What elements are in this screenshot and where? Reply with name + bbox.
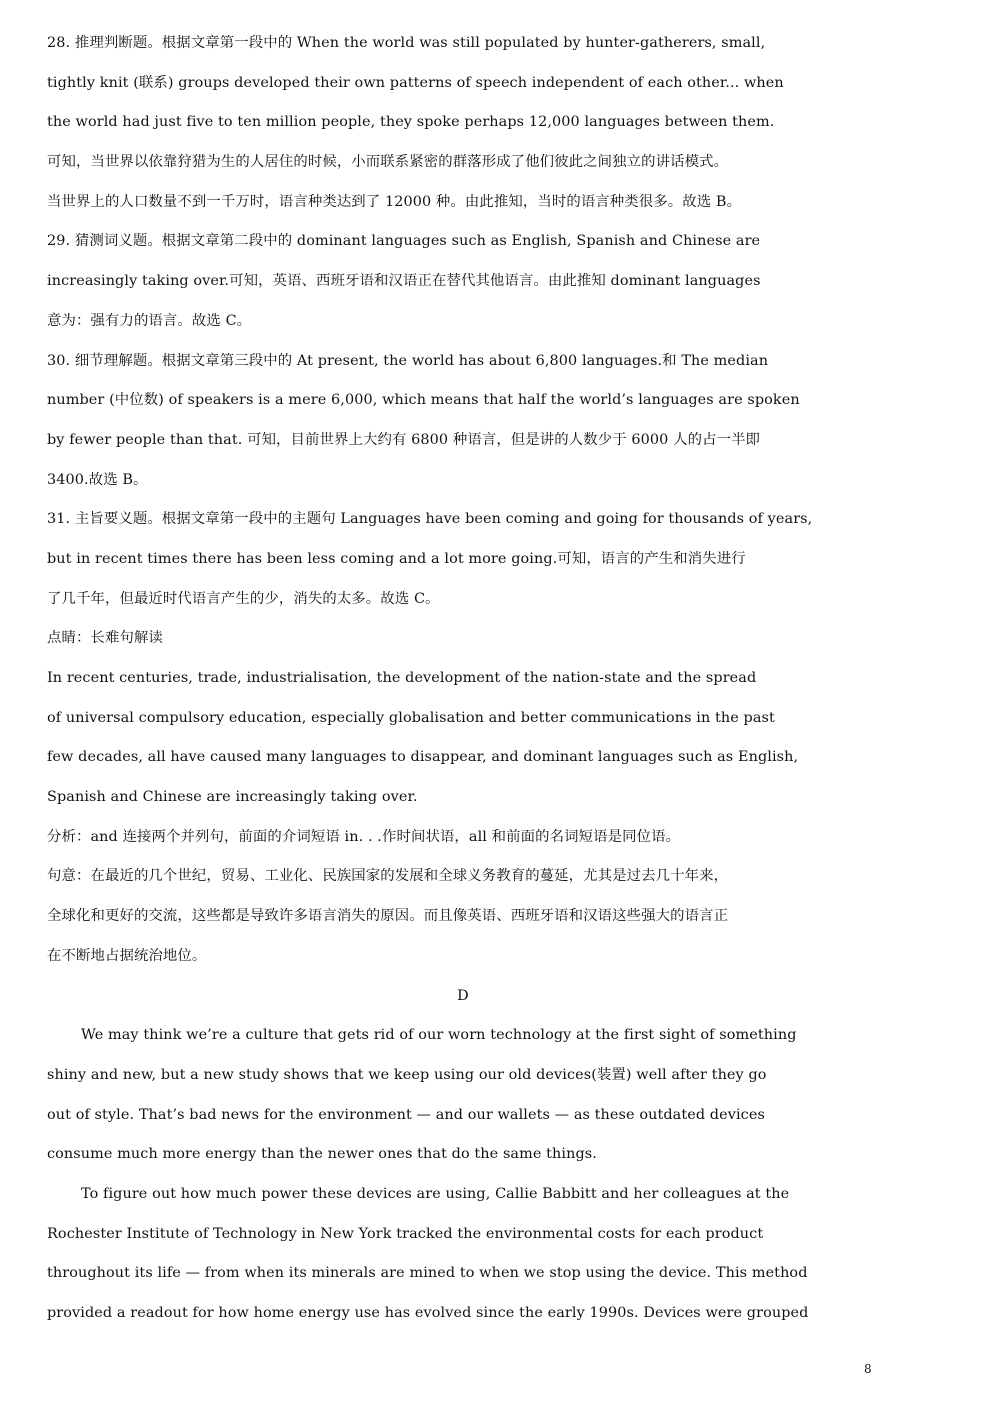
text-line: 在不断地占据统治地位。 <box>47 947 207 964</box>
text-line: 可知，当世界以依靠狩猎为生的人居住的时候，小而联系紧密的群落形成了他们彼此之间独立的讲话模式。 <box>47 154 729 171</box>
text-line: 意为：强有力的语言。故选 C。 <box>47 312 252 329</box>
text-line: increasingly taking over.可知，英语、西班牙语和汉语正在替代其他语言。由此推知 dominant languages <box>47 273 761 290</box>
page-number: 8 <box>864 1362 872 1376</box>
text-line: consume much more energy than the newer ones that do the same things. <box>47 1146 597 1163</box>
text-line: the world had just five to ten million people, they spoke perhaps 12,000 languages between them. <box>47 114 775 131</box>
document-body <box>47 24 879 1334</box>
text-line: 30. 细节理解题。根据文章第三段中的 At present, the world has about 6,800 languages.和 The median <box>47 352 769 369</box>
text-line: of universal compulsory education, especially globalisation and better communications in the past <box>47 709 775 726</box>
text-line: We may think we’re a culture that gets rid of our worn technology at the first sight of something <box>81 1027 797 1044</box>
text-line: 当世界上的人口数量不到一千万时，语言种类达到了 12000 种。由此推知，当时的语言种类很多。故选 B。 <box>47 193 742 210</box>
text-line: shiny and new, but a new study shows that we keep using our old devices(装置) well after they go <box>47 1066 767 1083</box>
text-line: 全球化和更好的交流，这些都是导致许多语言消失的原因。而且像英语、西班牙语和汉语这些强大的语言正 <box>47 908 729 925</box>
text-line: 3400.故选 B。 <box>47 471 148 488</box>
text-line: few decades, all have caused many languages to disappear, and dominant languages such as English, <box>47 749 799 766</box>
text-line: but in recent times there has been less coming and a lot more going.可知，语言的产生和消失进行 <box>47 550 746 567</box>
text-line: throughout its life — from when its minerals are mined to when we stop using the device. This method <box>47 1265 808 1282</box>
text-line: tightly knit (联系) groups developed their own patterns of speech independent of each other... when <box>47 74 784 91</box>
text-line: 29. 猜测词义题。根据文章第二段中的 dominant languages such as English, Spanish and Chinese are <box>47 233 761 250</box>
text-line: 分析：and 连接两个并列句，前面的介词短语 in. . .作时间状语，all 和前面的名词短语是同位语。 <box>47 828 681 845</box>
text-line: 了几千年，但最近时代语言产生的少，消失的太多。故选 C。 <box>47 590 440 607</box>
text-line: 句意：在最近的几个世纪，贸易、工业化、民族国家的发展和全球义务教育的蔓延，尤其是过去几十年来， <box>47 868 729 885</box>
section-heading: D <box>457 987 469 1004</box>
text-line: number (中位数) of speakers is a mere 6,000, which means that half the world’s languages are spoken <box>47 392 800 409</box>
text-line: out of style. That’s bad news for the environment — and our wallets — as these outdated devices <box>47 1106 765 1123</box>
text-line: Spanish and Chinese are increasingly taking over. <box>47 789 418 806</box>
text-line: Rochester Institute of Technology in New York tracked the environmental costs for each product <box>47 1225 764 1242</box>
text-line: by fewer people than that. 可知，目前世界上大约有 6800 种语言，但是讲的人数少于 6000 人的占一半即 <box>47 431 761 448</box>
text-line: 31. 主旨要义题。根据文章第一段中的主题句 Languages have been coming and going for thousands of years, <box>47 511 813 528</box>
text-line: In recent centuries, trade, industrialisation, the development of the nation-state and the spread <box>47 670 757 686</box>
text-line: provided a readout for how home energy use has evolved since the early 1990s. Devices were grouped <box>47 1305 809 1321</box>
text-line: 点睛：长难句解读 <box>47 630 163 647</box>
text-line: To figure out how much power these devices are using, Callie Babbitt and her colleagues at the <box>81 1185 790 1202</box>
text-line: 28. 推理判断题。根据文章第一段中的 When the world was still populated by hunter-gatherers, small, <box>47 35 766 51</box>
